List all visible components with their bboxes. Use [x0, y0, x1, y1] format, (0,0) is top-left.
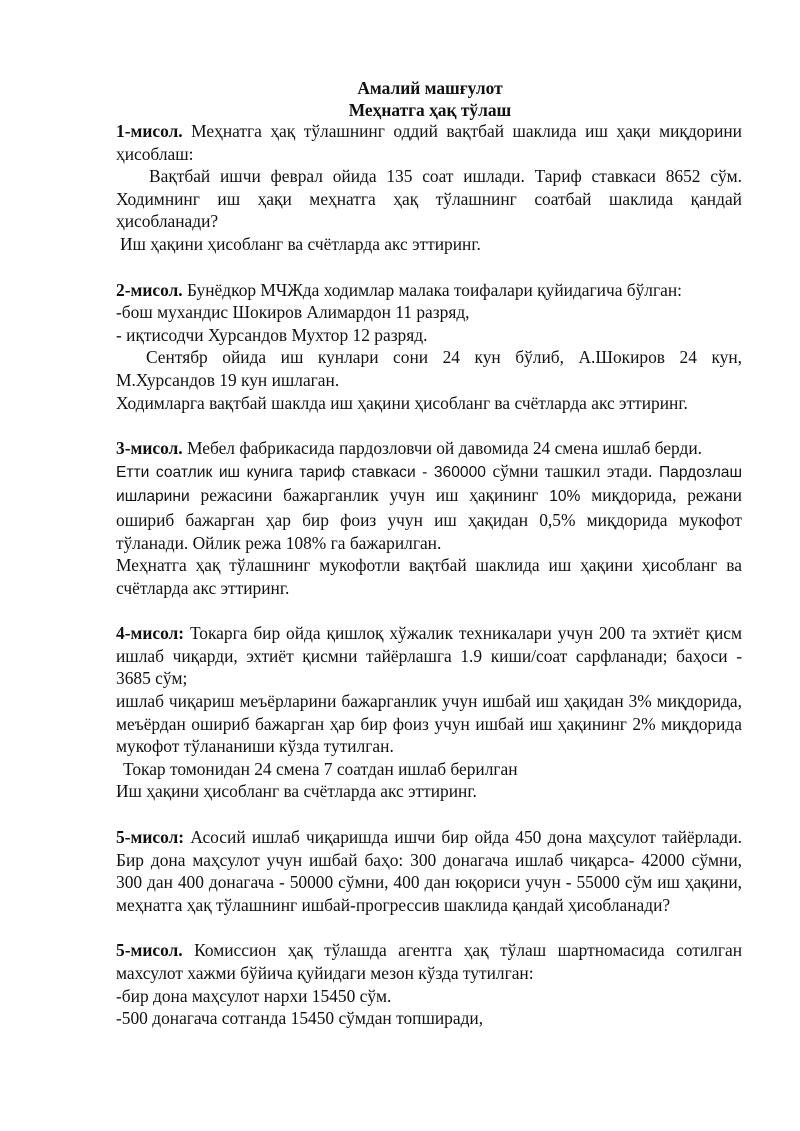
- example-2-task: Ходимларга вақтбай шаклда иш ҳақини ҳисобланг ва счётларда акс эттиринг.: [116, 392, 688, 413]
- example-5-intro: [116, 826, 742, 916]
- example-1-label: 1-мисол.: [116, 121, 183, 141]
- example-4-body: ишлаб чиқариш меъёрларини бажарганлик учун ишбай иш ҳақидан 3% миқдорида, меъёрдан ошириб бажарган ҳар бир фоиз учун ишбай иш ҳақининг 2% миқдорида мукофот тўлананиши кўзда тутилган.: [116, 691, 742, 757]
- example-1-task: Иш ҳақини ҳисобланг ва счётларда акс эттиринг.: [120, 233, 481, 254]
- example-2-body: Сентябр ойида иш кунлари сони 24 кун бўлиб, А.Шокиров 24 кун, М.Хурсандов 19 кун ишлаган.: [116, 347, 742, 390]
- example-4-line: Токар томонидан 24 смена 7 соатдан ишлаб берилган: [123, 758, 518, 779]
- example-1-intro: [116, 120, 742, 165]
- example-4-task: Иш ҳақини ҳисобланг ва счётларда акс эттиринг.: [116, 781, 477, 802]
- document-body: [116, 120, 742, 1030]
- example-6-line-1: -бир дона маҳсулот нархи 15450 сўм.: [116, 985, 392, 1006]
- example-2-intro-text: Бунёдкор МЧЖда ходимлар малака тоифалари қуйидагича бўлган:: [182, 279, 682, 300]
- example-3-serif-1: сўмни ташкил этади.: [485, 460, 659, 481]
- spacer: [116, 414, 742, 437]
- example-3-serif-3: миқдорида, режани ошириб бажарган ҳар бир фоиз учун иш ҳақидан 0,5% миқдорида мукофот тўланади. Ойлик режа 108% га бажарилган.: [116, 485, 742, 553]
- example-2-intro: [116, 279, 742, 302]
- example-2-line-1: -бош мухандис Шокиров Алимардон 11 разряд,: [116, 302, 470, 323]
- spacer: [116, 256, 742, 279]
- example-3-sans-1: Етти соатлик иш кунига тариф ставкаси - 360000: [116, 463, 486, 481]
- example-2-label: 2-мисол.: [116, 279, 183, 300]
- example-3-sans-2: Пардозлаш ишларини: [116, 463, 742, 506]
- page-title: Амалий машғулот: [357, 78, 503, 98]
- example-3-intro: [116, 437, 742, 460]
- example-3-label: 3-мисол.: [116, 438, 183, 459]
- example-4-label: 4-мисол:: [116, 623, 185, 644]
- example-4-intro: [116, 622, 742, 690]
- example-2-line-2: - иқтисодчи Хурсандов Мухтор 12 разряд.: [116, 324, 428, 345]
- example-3-task: Меҳнатга ҳақ тўлашнинг мукофотли вақтбай шаклида иш ҳақини ҳисобланг ва счётларда акс эттиринг.: [116, 555, 742, 598]
- example-6-line-2: -500 донагача сотганда 15450 сўмдан топширади,: [116, 1008, 484, 1029]
- example-3-serif-2: режасини бажарганлик учун иш ҳақининг: [189, 485, 550, 506]
- example-3-sans-3: 10%: [549, 488, 581, 506]
- spacer: [116, 803, 742, 826]
- example-1-intro-text: Меҳнатга ҳақ тўлашнинг оддий вақтбай шаклида иш ҳақи миқдорини ҳисоблаш:: [116, 121, 742, 164]
- example-4-intro-text: Токарга бир ойда қишлоқ хўжалик техникалари учун 200 та эхтиёт қисм ишлаб чиқарди, эхтиёт қисмни тайёрлашга 1.9 киши/соат сарфланади; баҳоси - 3685 сўм;: [116, 623, 742, 689]
- page-subtitle: Меҳнатга ҳақ тўлаш: [348, 100, 512, 120]
- example-6-label: 5-мисол.: [116, 940, 183, 961]
- spacer: [116, 599, 742, 622]
- example-5-intro-text: Асосий ишлаб чиқаришда ишчи бир ойда 450 дона маҳсулот тайёрлади. Бир дона маҳсулот учун ишбай баҳо: 300 донагача ишлаб чиқарса- 42000 сўмни, 300 дан 400 донагача - 50000 сўмни, 400 дан юқориси учун - 55000 сўм иш ҳақини, меҳнатга ҳақ тўлашнинг ишбай-прогрессив шаклида қандай ҳисобланади?: [116, 827, 742, 915]
- spacer: [116, 916, 742, 939]
- example-6-intro: [116, 939, 742, 984]
- example-6-intro-text: Комиссион ҳақ тўлашда агентга ҳақ тўлаш шартномасида сотилган махсулот хажми бўйича қуйидаги мезон кўзда тутилган:: [116, 940, 742, 983]
- example-1-body: Вақтбай ишчи феврал ойида 135 соат ишлади. Тариф ставкаси 8652 сўм. Ходимнинг иш ҳақи меҳнатга ҳақ тўлашнинг соатбай шаклида қандай ҳисобланади?: [116, 166, 742, 232]
- example-3-body: [116, 460, 742, 554]
- example-3-intro-text: Мебел фабрикасида пардозловчи ой давомида 24 смена ишлаб берди.: [182, 438, 702, 459]
- example-5-label: 5-мисол:: [116, 827, 185, 848]
